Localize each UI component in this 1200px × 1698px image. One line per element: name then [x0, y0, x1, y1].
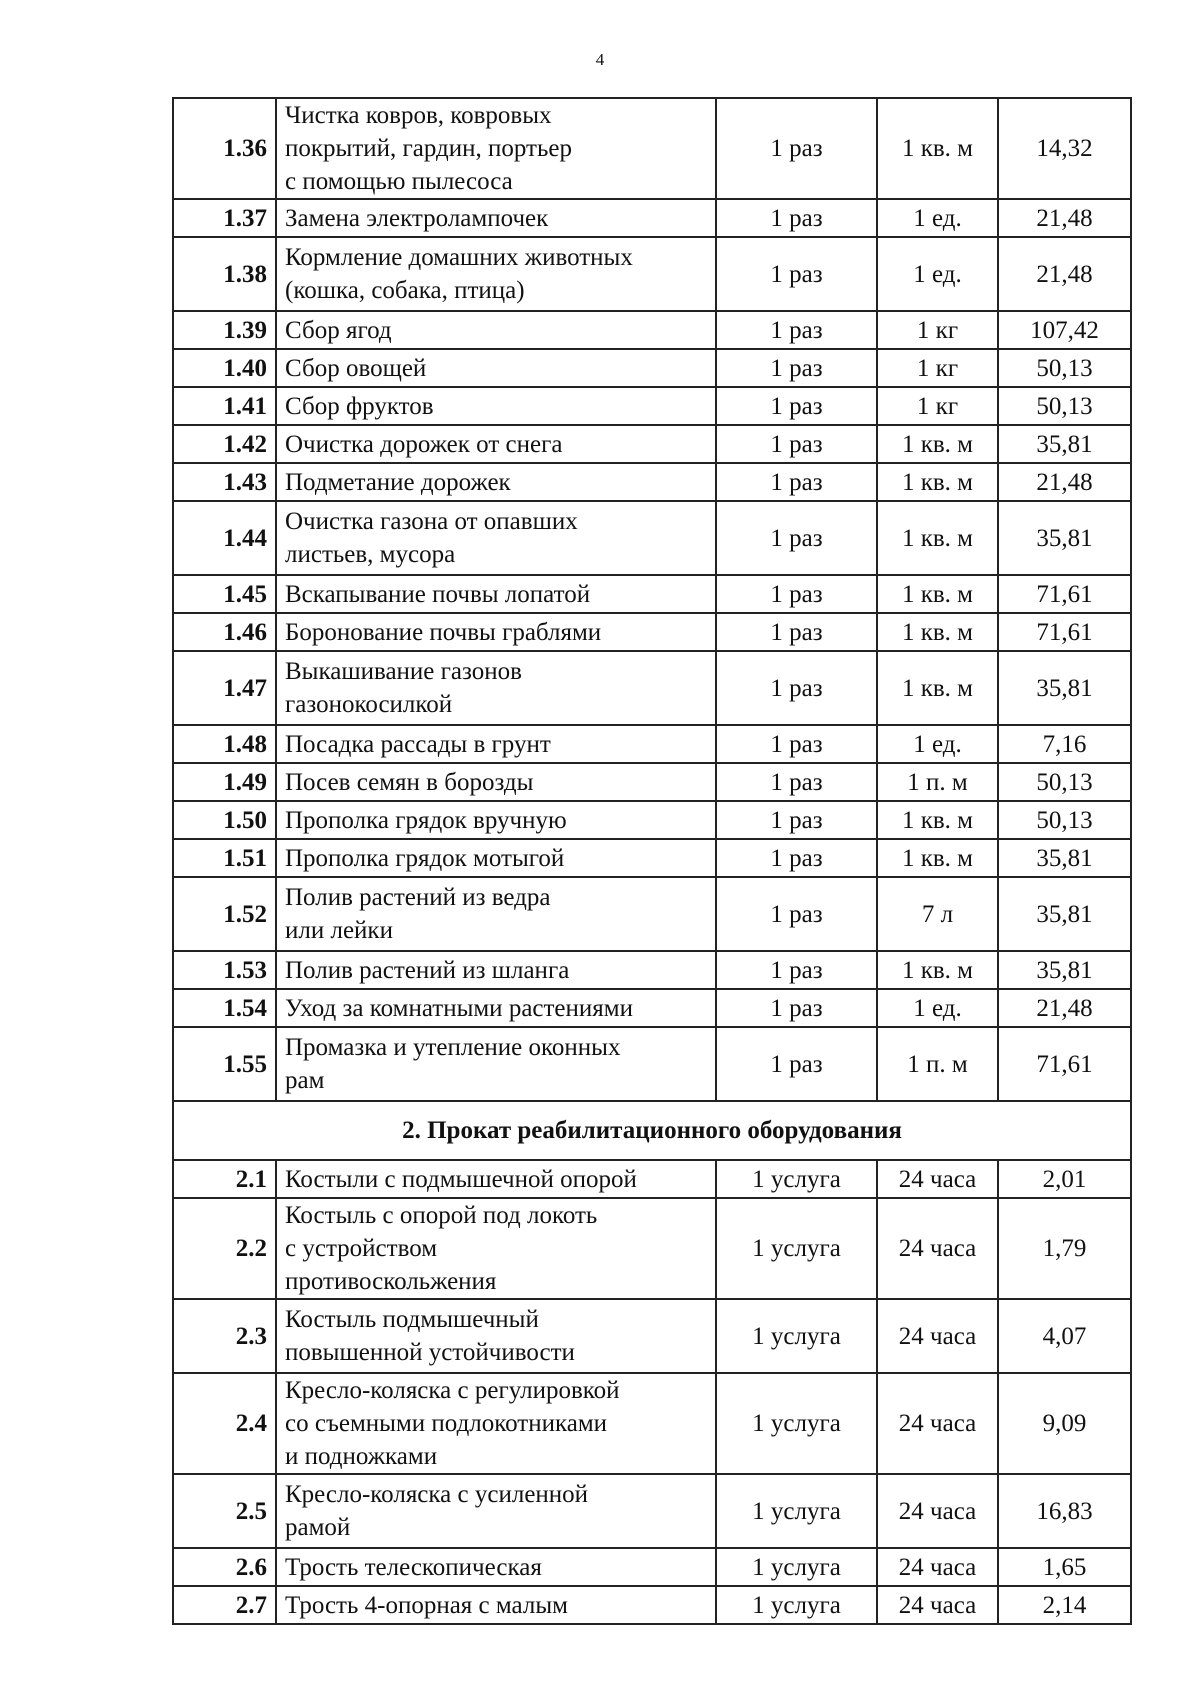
item-number: 1.46	[173, 613, 276, 651]
service-name	[276, 1160, 716, 1198]
item-number: 2.5	[173, 1474, 276, 1548]
service-name	[276, 349, 716, 387]
item-number: 1.45	[173, 575, 276, 613]
item-number: 2.7	[173, 1586, 276, 1624]
unit-of-measure: 1 кг	[877, 311, 998, 349]
service-name-line: Посев семян в борозды	[285, 768, 534, 796]
service-name-line: Сбор овощей	[285, 354, 427, 382]
unit-of-measure: 24 часа	[877, 1373, 998, 1474]
item-number: 1.36	[173, 98, 276, 199]
unit-of-measure: 1 кг	[877, 387, 998, 425]
item-number: 1.44	[173, 501, 276, 575]
quantity: 1 раз	[716, 877, 877, 951]
table-row	[173, 1027, 1131, 1101]
quantity: 1 раз	[716, 801, 877, 839]
table-row	[173, 349, 1131, 387]
service-name-line: Прополка грядок мотыгой	[285, 844, 565, 872]
service-name	[276, 311, 716, 349]
service-name	[276, 1198, 716, 1299]
item-number: 1.37	[173, 199, 276, 237]
tariff-table	[172, 97, 1132, 1625]
service-name-line: Полив растений из шланга	[285, 956, 570, 984]
unit-of-measure: 1 п. м	[877, 763, 998, 801]
unit-of-measure: 1 кв. м	[877, 651, 998, 725]
service-name-line: листьев, мусора	[285, 541, 456, 568]
service-name-line: со съемными подлокотниками	[285, 1410, 608, 1437]
service-name	[276, 839, 716, 877]
table-row	[173, 951, 1131, 989]
quantity: 1 раз	[716, 763, 877, 801]
price: 50,13	[998, 349, 1131, 387]
item-number: 1.47	[173, 651, 276, 725]
quantity: 1 раз	[716, 839, 877, 877]
quantity: 1 услуга	[716, 1160, 877, 1198]
quantity: 1 раз	[716, 311, 877, 349]
service-name-line: газонокосилкой	[285, 691, 453, 718]
service-name	[276, 575, 716, 613]
price: 2,01	[998, 1160, 1131, 1198]
service-name-line: Сбор ягод	[285, 316, 392, 344]
service-name-line: Очистка дорожек от снега	[285, 430, 563, 458]
price: 21,48	[998, 463, 1131, 501]
service-name-line: Замена электролампочек	[285, 204, 549, 232]
item-number: 1.51	[173, 839, 276, 877]
unit-of-measure: 1 кв. м	[877, 613, 998, 651]
price: 9,09	[998, 1373, 1131, 1474]
service-name-line: покрытий, гардин, портьер	[285, 135, 572, 162]
service-name-line: Полив растений из ведра	[285, 884, 551, 911]
quantity: 1 раз	[716, 387, 877, 425]
service-name-line: Кресло-коляска с усиленной	[285, 1481, 589, 1508]
quantity: 1 раз	[716, 98, 877, 199]
quantity: 1 раз	[716, 951, 877, 989]
unit-of-measure: 1 кв. м	[877, 575, 998, 613]
table-row	[173, 725, 1131, 763]
service-name-line: Выкашивание газонов	[285, 658, 522, 685]
table-row	[173, 501, 1131, 575]
service-name-line: с помощью пылесоса	[285, 168, 513, 195]
item-number: 1.39	[173, 311, 276, 349]
unit-of-measure: 1 кв. м	[877, 425, 998, 463]
quantity: 1 раз	[716, 613, 877, 651]
page-number: 4	[595, 50, 605, 69]
service-name-line: Промазка и утепление оконных	[285, 1034, 621, 1061]
item-number: 1.55	[173, 1027, 276, 1101]
service-name-line: Уход за комнатными растениями	[285, 994, 633, 1022]
service-name	[276, 613, 716, 651]
quantity: 1 услуга	[716, 1373, 877, 1474]
unit-of-measure: 1 кв. м	[877, 839, 998, 877]
service-name	[276, 951, 716, 989]
unit-of-measure: 24 часа	[877, 1474, 998, 1548]
unit-of-measure: 24 часа	[877, 1160, 998, 1198]
table-row	[173, 311, 1131, 349]
price: 71,61	[998, 1027, 1131, 1101]
quantity: 1 услуга	[716, 1474, 877, 1548]
service-name-line: Костыль подмышечный	[285, 1306, 539, 1333]
price: 50,13	[998, 801, 1131, 839]
service-name	[276, 989, 716, 1027]
item-number: 1.52	[173, 877, 276, 951]
section-2-rows	[173, 1160, 1131, 1624]
quantity: 1 раз	[716, 725, 877, 763]
service-name	[276, 801, 716, 839]
section-heading-row	[173, 1101, 1131, 1160]
price: 35,81	[998, 839, 1131, 877]
unit-of-measure: 1 кв. м	[877, 501, 998, 575]
price: 14,32	[998, 98, 1131, 199]
unit-of-measure: 1 кв. м	[877, 951, 998, 989]
service-name	[276, 237, 716, 311]
quantity: 1 раз	[716, 1027, 877, 1101]
unit-of-measure: 7 л	[877, 877, 998, 951]
unit-of-measure: 1 кв. м	[877, 98, 998, 199]
table-row	[173, 839, 1131, 877]
service-name	[276, 463, 716, 501]
table-row	[173, 1373, 1131, 1474]
service-name-line: Очистка газона от опавших	[285, 508, 578, 535]
table-row	[173, 1474, 1131, 1548]
item-number: 2.2	[173, 1198, 276, 1299]
table-row	[173, 801, 1131, 839]
price: 1,65	[998, 1548, 1131, 1586]
service-name-line: (кошка, собака, птица)	[285, 277, 525, 304]
price: 50,13	[998, 763, 1131, 801]
table-row	[173, 763, 1131, 801]
service-name	[276, 98, 716, 199]
price: 50,13	[998, 387, 1131, 425]
service-name	[276, 199, 716, 237]
unit-of-measure: 24 часа	[877, 1586, 998, 1624]
price: 1,79	[998, 1198, 1131, 1299]
unit-of-measure: 1 ед.	[877, 725, 998, 763]
item-number: 1.43	[173, 463, 276, 501]
service-name	[276, 651, 716, 725]
table-row	[173, 1586, 1131, 1624]
service-name-line: Кресло-коляска с регулировкой	[285, 1377, 620, 1404]
service-name-line: Подметание дорожек	[285, 468, 511, 496]
service-name	[276, 387, 716, 425]
table-row	[173, 1548, 1131, 1586]
item-number: 1.40	[173, 349, 276, 387]
unit-of-measure: 24 часа	[877, 1299, 998, 1373]
table-row	[173, 613, 1131, 651]
unit-of-measure: 24 часа	[877, 1548, 998, 1586]
unit-of-measure: 1 кв. м	[877, 801, 998, 839]
price: 4,07	[998, 1299, 1131, 1373]
unit-of-measure: 1 п. м	[877, 1027, 998, 1101]
service-name-line: Посадка рассады в грунт	[285, 730, 551, 758]
price: 35,81	[998, 951, 1131, 989]
service-name-line: Прополка грядок вручную	[285, 806, 567, 834]
unit-of-measure: 1 ед.	[877, 199, 998, 237]
service-name-line: Костыль с опорой под локоть	[285, 1202, 598, 1229]
service-name-line: Боронование почвы граблями	[285, 618, 602, 646]
quantity: 1 раз	[716, 349, 877, 387]
service-name-line: противоскольжения	[285, 1268, 497, 1295]
quantity: 1 раз	[716, 501, 877, 575]
quantity: 1 услуга	[716, 1299, 877, 1373]
table-row	[173, 463, 1131, 501]
service-name-line: Сбор фруктов	[285, 392, 434, 420]
unit-of-measure: 1 ед.	[877, 989, 998, 1027]
service-name	[276, 763, 716, 801]
item-number: 1.54	[173, 989, 276, 1027]
service-name	[276, 725, 716, 763]
table-row	[173, 877, 1131, 951]
price: 21,48	[998, 237, 1131, 311]
table-row	[173, 1198, 1131, 1299]
item-number: 1.42	[173, 425, 276, 463]
price: 2,14	[998, 1586, 1131, 1624]
service-name-line: рамой	[285, 1514, 351, 1541]
quantity: 1 раз	[716, 425, 877, 463]
service-name-line: Кормление домашних животных	[285, 244, 633, 271]
service-name	[276, 1027, 716, 1101]
quantity: 1 раз	[716, 651, 877, 725]
service-name-line: с устройством	[285, 1235, 438, 1262]
table-row	[173, 1299, 1131, 1373]
service-name	[276, 1299, 716, 1373]
table-row	[173, 199, 1131, 237]
item-number: 2.1	[173, 1160, 276, 1198]
quantity: 1 раз	[716, 237, 877, 311]
item-number: 2.3	[173, 1299, 276, 1373]
table-row	[173, 425, 1131, 463]
price: 71,61	[998, 575, 1131, 613]
table-row	[173, 989, 1131, 1027]
table-row	[173, 1160, 1131, 1198]
service-name-line: Чистка ковров, ковровых	[285, 102, 552, 129]
price: 21,48	[998, 199, 1131, 237]
price: 35,81	[998, 425, 1131, 463]
quantity: 1 услуга	[716, 1198, 877, 1299]
price: 16,83	[998, 1474, 1131, 1548]
item-number: 1.41	[173, 387, 276, 425]
price: 35,81	[998, 651, 1131, 725]
item-number: 1.53	[173, 951, 276, 989]
section-1-rows	[173, 98, 1131, 1101]
service-name-line: и подножками	[285, 1443, 438, 1470]
quantity: 1 раз	[716, 989, 877, 1027]
item-number: 1.38	[173, 237, 276, 311]
item-number: 2.4	[173, 1373, 276, 1474]
table-row	[173, 98, 1131, 199]
service-name	[276, 501, 716, 575]
quantity: 1 раз	[716, 575, 877, 613]
service-name	[276, 1586, 716, 1624]
service-name-line: Костыли с подмышечной опорой	[285, 1165, 637, 1193]
table-row	[173, 575, 1131, 613]
service-name-line: рам	[285, 1067, 325, 1094]
price: 35,81	[998, 877, 1131, 951]
item-number: 1.48	[173, 725, 276, 763]
quantity: 1 услуга	[716, 1586, 877, 1624]
price: 7,16	[998, 725, 1131, 763]
price: 71,61	[998, 613, 1131, 651]
service-name	[276, 877, 716, 951]
item-number: 2.6	[173, 1548, 276, 1586]
quantity: 1 раз	[716, 199, 877, 237]
price: 21,48	[998, 989, 1131, 1027]
table-row	[173, 237, 1131, 311]
section-2-header	[173, 1101, 1131, 1160]
unit-of-measure: 1 кг	[877, 349, 998, 387]
service-name-line: Трость телескопическая	[285, 1553, 542, 1581]
service-name-line: Трость 4-опорная с малым	[285, 1591, 568, 1619]
section-title: 2. Прокат реабилитационного оборудования	[173, 1101, 1131, 1160]
service-name	[276, 1548, 716, 1586]
service-name-line: повышенной устойчивости	[285, 1339, 575, 1366]
item-number: 1.49	[173, 763, 276, 801]
quantity: 1 раз	[716, 463, 877, 501]
item-number: 1.50	[173, 801, 276, 839]
unit-of-measure: 1 кв. м	[877, 463, 998, 501]
service-name-line: Вскапывание почвы лопатой	[285, 580, 591, 608]
service-name	[276, 425, 716, 463]
quantity: 1 услуга	[716, 1548, 877, 1586]
unit-of-measure: 1 ед.	[877, 237, 998, 311]
price: 107,42	[998, 311, 1131, 349]
service-name-line: или лейки	[285, 917, 393, 944]
service-name	[276, 1474, 716, 1548]
table-row	[173, 387, 1131, 425]
unit-of-measure: 24 часа	[877, 1198, 998, 1299]
service-name	[276, 1373, 716, 1474]
price: 35,81	[998, 501, 1131, 575]
table-row	[173, 651, 1131, 725]
